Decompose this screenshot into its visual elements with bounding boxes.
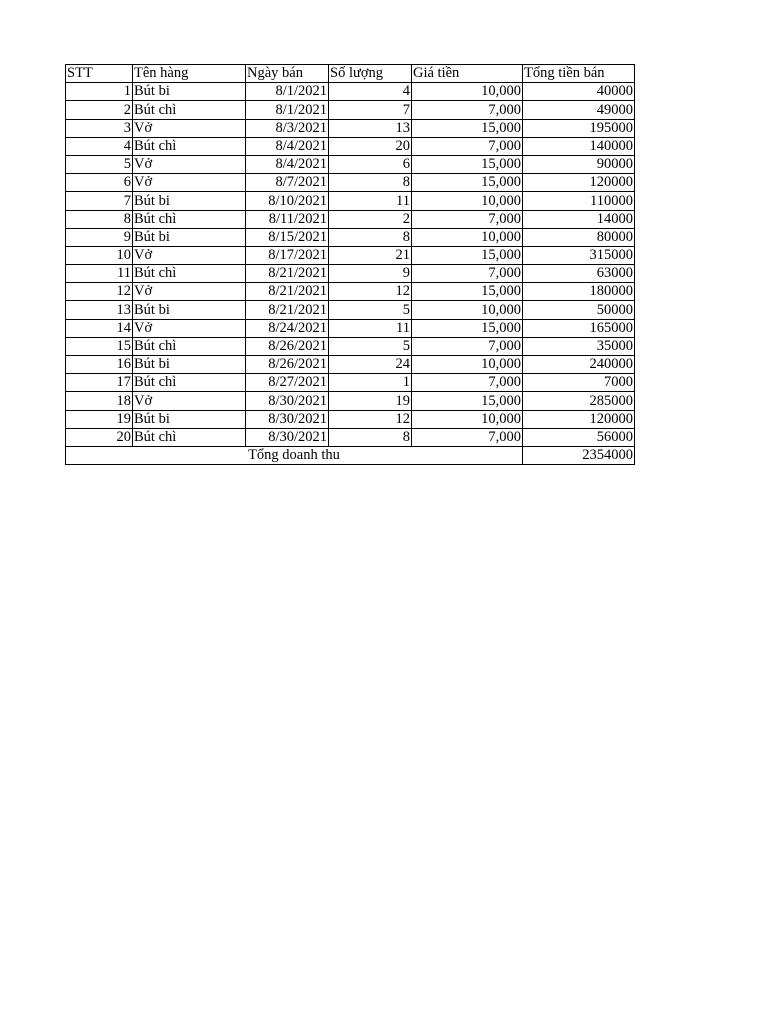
cell-ngay-ban: 8/26/2021 xyxy=(246,356,329,374)
table-row xyxy=(66,337,635,355)
cell-stt: 3 xyxy=(66,119,133,137)
cell-ngay-ban: 8/10/2021 xyxy=(246,192,329,210)
header-ten-hang: Tên hàng xyxy=(133,65,246,83)
cell-stt: 14 xyxy=(66,319,133,337)
cell-so-luong: 8 xyxy=(329,174,412,192)
cell-gia-tien: 10,000 xyxy=(412,410,523,428)
cell-gia-tien: 7,000 xyxy=(412,265,523,283)
cell-so-luong: 8 xyxy=(329,428,412,446)
table-row xyxy=(66,101,635,119)
cell-tong-tien-ban: 165000 xyxy=(523,319,635,337)
cell-ten-hang: Bút bi xyxy=(133,301,246,319)
cell-ten-hang: Vở xyxy=(133,283,246,301)
cell-tong-tien-ban: 120000 xyxy=(523,410,635,428)
cell-ngay-ban: 8/1/2021 xyxy=(246,83,329,101)
cell-ten-hang: Bút bi xyxy=(133,192,246,210)
cell-so-luong: 1 xyxy=(329,374,412,392)
cell-ten-hang: Bút chì xyxy=(133,137,246,155)
cell-so-luong: 12 xyxy=(329,410,412,428)
cell-gia-tien: 10,000 xyxy=(412,192,523,210)
cell-gia-tien: 15,000 xyxy=(412,155,523,173)
cell-tong-tien-ban: 50000 xyxy=(523,301,635,319)
table-row xyxy=(66,210,635,228)
cell-so-luong: 11 xyxy=(329,319,412,337)
cell-ten-hang: Bút bi xyxy=(133,356,246,374)
cell-stt: 2 xyxy=(66,101,133,119)
cell-ten-hang: Bút chì xyxy=(133,428,246,446)
cell-gia-tien: 10,000 xyxy=(412,228,523,246)
cell-stt: 20 xyxy=(66,428,133,446)
header-gia-tien: Giá tiền xyxy=(412,65,523,83)
cell-tong-tien-ban: 7000 xyxy=(523,374,635,392)
table-row xyxy=(66,301,635,319)
cell-gia-tien: 15,000 xyxy=(412,283,523,301)
table-row xyxy=(66,174,635,192)
cell-tong-tien-ban: 140000 xyxy=(523,137,635,155)
cell-tong-tien-ban: 56000 xyxy=(523,428,635,446)
cell-stt: 9 xyxy=(66,228,133,246)
cell-gia-tien: 7,000 xyxy=(412,137,523,155)
cell-ngay-ban: 8/4/2021 xyxy=(246,137,329,155)
cell-ngay-ban: 8/21/2021 xyxy=(246,265,329,283)
cell-tong-tien-ban: 285000 xyxy=(523,392,635,410)
cell-stt: 12 xyxy=(66,283,133,301)
cell-ten-hang: Vở xyxy=(133,392,246,410)
cell-so-luong: 20 xyxy=(329,137,412,155)
cell-ten-hang: Bút chì xyxy=(133,374,246,392)
table-row xyxy=(66,192,635,210)
header-row xyxy=(66,65,635,83)
cell-gia-tien: 15,000 xyxy=(412,319,523,337)
cell-ten-hang: Vở xyxy=(133,155,246,173)
cell-gia-tien: 15,000 xyxy=(412,246,523,264)
cell-ten-hang: Bút bi xyxy=(133,410,246,428)
cell-stt: 16 xyxy=(66,356,133,374)
cell-ten-hang: Bút chì xyxy=(133,101,246,119)
cell-gia-tien: 10,000 xyxy=(412,301,523,319)
cell-ngay-ban: 8/26/2021 xyxy=(246,337,329,355)
cell-ten-hang: Bút bi xyxy=(133,228,246,246)
cell-stt: 18 xyxy=(66,392,133,410)
cell-tong-tien-ban: 110000 xyxy=(523,192,635,210)
table-row xyxy=(66,374,635,392)
cell-ngay-ban: 8/11/2021 xyxy=(246,210,329,228)
total-value: 2354000 xyxy=(523,446,635,464)
table-row xyxy=(66,83,635,101)
header-stt: STT xyxy=(66,65,133,83)
table-row xyxy=(66,228,635,246)
cell-ngay-ban: 8/4/2021 xyxy=(246,155,329,173)
cell-stt: 17 xyxy=(66,374,133,392)
cell-ngay-ban: 8/15/2021 xyxy=(246,228,329,246)
cell-so-luong: 5 xyxy=(329,337,412,355)
cell-stt: 8 xyxy=(66,210,133,228)
cell-stt: 15 xyxy=(66,337,133,355)
cell-ngay-ban: 8/1/2021 xyxy=(246,101,329,119)
cell-so-luong: 2 xyxy=(329,210,412,228)
cell-tong-tien-ban: 120000 xyxy=(523,174,635,192)
cell-ten-hang: Vở xyxy=(133,119,246,137)
cell-stt: 6 xyxy=(66,174,133,192)
cell-ten-hang: Bút chì xyxy=(133,265,246,283)
cell-ngay-ban: 8/30/2021 xyxy=(246,428,329,446)
table-row xyxy=(66,319,635,337)
cell-tong-tien-ban: 40000 xyxy=(523,83,635,101)
cell-ngay-ban: 8/21/2021 xyxy=(246,283,329,301)
cell-so-luong: 9 xyxy=(329,265,412,283)
cell-ngay-ban: 8/30/2021 xyxy=(246,410,329,428)
cell-ngay-ban: 8/27/2021 xyxy=(246,374,329,392)
cell-ten-hang: Vở xyxy=(133,319,246,337)
cell-tong-tien-ban: 80000 xyxy=(523,228,635,246)
cell-tong-tien-ban: 90000 xyxy=(523,155,635,173)
cell-so-luong: 4 xyxy=(329,83,412,101)
cell-so-luong: 7 xyxy=(329,101,412,119)
cell-so-luong: 5 xyxy=(329,301,412,319)
cell-stt: 13 xyxy=(66,301,133,319)
cell-gia-tien: 7,000 xyxy=(412,101,523,119)
cell-so-luong: 11 xyxy=(329,192,412,210)
cell-gia-tien: 7,000 xyxy=(412,210,523,228)
cell-so-luong: 6 xyxy=(329,155,412,173)
cell-ngay-ban: 8/17/2021 xyxy=(246,246,329,264)
cell-so-luong: 8 xyxy=(329,228,412,246)
table-row xyxy=(66,356,635,374)
cell-ten-hang: Bút bi xyxy=(133,83,246,101)
cell-stt: 10 xyxy=(66,246,133,264)
cell-tong-tien-ban: 14000 xyxy=(523,210,635,228)
table-row xyxy=(66,283,635,301)
table-row xyxy=(66,410,635,428)
header-tong-tien-ban: Tổng tiền bán xyxy=(523,65,635,83)
cell-ten-hang: Vở xyxy=(133,174,246,192)
cell-tong-tien-ban: 315000 xyxy=(523,246,635,264)
cell-gia-tien: 15,000 xyxy=(412,119,523,137)
cell-tong-tien-ban: 35000 xyxy=(523,337,635,355)
cell-so-luong: 13 xyxy=(329,119,412,137)
cell-gia-tien: 7,000 xyxy=(412,428,523,446)
cell-so-luong: 21 xyxy=(329,246,412,264)
cell-tong-tien-ban: 195000 xyxy=(523,119,635,137)
table-row xyxy=(66,119,635,137)
total-label: Tổng doanh thu xyxy=(66,446,523,464)
cell-gia-tien: 15,000 xyxy=(412,392,523,410)
header-ngay-ban: Ngày bán xyxy=(246,65,329,83)
cell-tong-tien-ban: 49000 xyxy=(523,101,635,119)
cell-so-luong: 24 xyxy=(329,356,412,374)
cell-stt: 19 xyxy=(66,410,133,428)
sales-table-body xyxy=(66,65,635,465)
table-row xyxy=(66,392,635,410)
cell-ten-hang: Bút chì xyxy=(133,210,246,228)
table-row xyxy=(66,246,635,264)
cell-ngay-ban: 8/3/2021 xyxy=(246,119,329,137)
total-row xyxy=(66,446,635,464)
cell-ten-hang: Bút chì xyxy=(133,337,246,355)
cell-tong-tien-ban: 63000 xyxy=(523,265,635,283)
cell-so-luong: 19 xyxy=(329,392,412,410)
table-row xyxy=(66,137,635,155)
cell-ngay-ban: 8/30/2021 xyxy=(246,392,329,410)
cell-ten-hang: Vở xyxy=(133,246,246,264)
cell-gia-tien: 10,000 xyxy=(412,83,523,101)
cell-gia-tien: 7,000 xyxy=(412,337,523,355)
table-row xyxy=(66,155,635,173)
table-row xyxy=(66,265,635,283)
cell-tong-tien-ban: 180000 xyxy=(523,283,635,301)
table-row xyxy=(66,428,635,446)
cell-stt: 5 xyxy=(66,155,133,173)
cell-stt: 7 xyxy=(66,192,133,210)
cell-gia-tien: 10,000 xyxy=(412,356,523,374)
cell-stt: 1 xyxy=(66,83,133,101)
header-so-luong: Số lượng xyxy=(329,65,412,83)
cell-gia-tien: 7,000 xyxy=(412,374,523,392)
cell-stt: 11 xyxy=(66,265,133,283)
sales-table xyxy=(65,64,635,465)
cell-tong-tien-ban: 240000 xyxy=(523,356,635,374)
cell-gia-tien: 15,000 xyxy=(412,174,523,192)
cell-so-luong: 12 xyxy=(329,283,412,301)
cell-ngay-ban: 8/7/2021 xyxy=(246,174,329,192)
cell-ngay-ban: 8/24/2021 xyxy=(246,319,329,337)
cell-stt: 4 xyxy=(66,137,133,155)
cell-ngay-ban: 8/21/2021 xyxy=(246,301,329,319)
